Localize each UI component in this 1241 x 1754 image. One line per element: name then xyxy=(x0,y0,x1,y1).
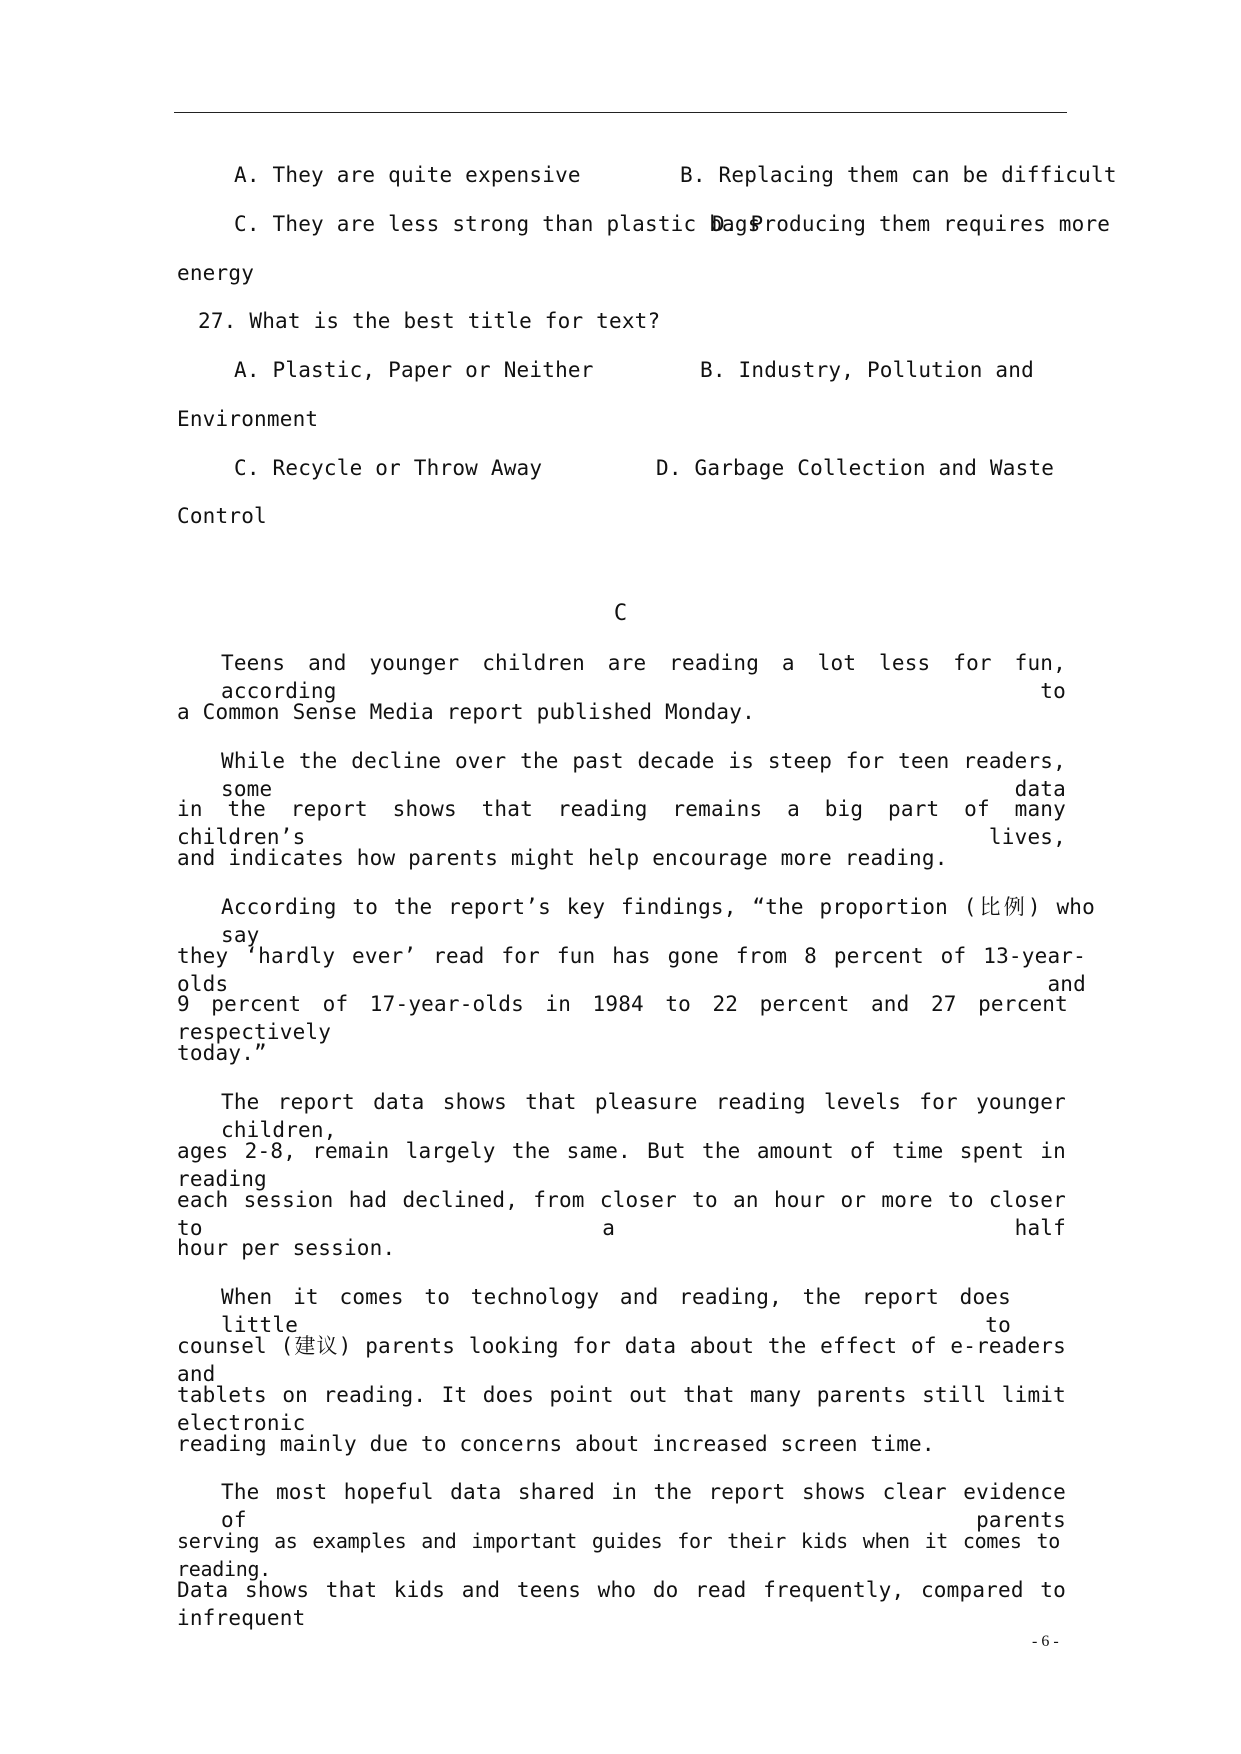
q27-option-d: D. Garbage Collection and Waste xyxy=(656,456,1055,480)
passage-line: While the decline over the past decade is steep for teen readers, some data xyxy=(221,749,1066,801)
passage-line: reading mainly due to concerns about increased screen time. xyxy=(177,1432,935,1456)
page-number: - 6 - xyxy=(1032,1633,1059,1650)
q26-option-b: B. Replacing them can be difficult xyxy=(680,163,1117,187)
passage-line: The most hopeful data shared in the report shows clear evidence of parents xyxy=(221,1480,1066,1532)
q26-option-a: A. They are quite expensive xyxy=(234,163,581,187)
passage-line: counsel (建议) parents looking for data about the effect of e-readers and xyxy=(177,1334,1066,1386)
passage-line: a Common Sense Media report published Monday. xyxy=(177,700,755,724)
passage-line: Teens and younger children are reading a lot less for fun, according to xyxy=(221,651,1066,703)
passage-line: today.” xyxy=(177,1041,267,1065)
passage-line: each session had declined, from closer to an hour or more to closer to a half xyxy=(177,1188,1066,1240)
header-rule xyxy=(174,112,1067,113)
passage-line: Data shows that kids and teens who do read frequently, compared to infrequent xyxy=(177,1578,1066,1630)
passage-line: serving as examples and important guides for their kids when it comes to reading. xyxy=(177,1529,1060,1581)
q26-option-c: C. They are less strong than plastic bags xyxy=(234,212,761,236)
passage-line: ages 2-8, remain largely the same. But the amount of time spent in reading xyxy=(177,1139,1066,1191)
q27-option-b-continued: Environment xyxy=(177,407,319,431)
passage-line: tablets on reading. It does point out that many parents still limit electronic xyxy=(177,1383,1066,1435)
passage-line: The report data shows that pleasure reading levels for younger children, xyxy=(221,1090,1066,1142)
passage-line: in the report shows that reading remains a big part of many children’s lives, xyxy=(177,797,1066,849)
q27-prompt: 27. What is the best title for text? xyxy=(198,309,661,333)
passage-line: When it comes to technology and reading, the report does little to xyxy=(221,1285,1011,1337)
passage-heading: C xyxy=(613,601,628,626)
passage-line: and indicates how parents might help encourage more reading. xyxy=(177,846,948,870)
passage-line: According to the report’s key findings, “the proportion (比例) who say xyxy=(221,895,1095,947)
passage-line: hour per session. xyxy=(177,1236,396,1260)
q27-option-d-continued: Control xyxy=(177,504,267,528)
q27-option-b: B. Industry, Pollution and xyxy=(700,358,1034,382)
passage-line: they ‘hardly ever’ read for fun has gone from 8 percent of 13-year-olds and xyxy=(177,944,1086,996)
passage-line: 9 percent of 17-year-olds in 1984 to 22 percent and 27 percent respectively xyxy=(177,992,1068,1044)
q27-option-c: C. Recycle or Throw Away xyxy=(234,456,543,480)
q27-option-a: A. Plastic, Paper or Neither xyxy=(234,358,594,382)
q26-option-d-continued: energy xyxy=(177,261,255,285)
q26-option-d: D. Producing them requires more xyxy=(712,212,1111,236)
